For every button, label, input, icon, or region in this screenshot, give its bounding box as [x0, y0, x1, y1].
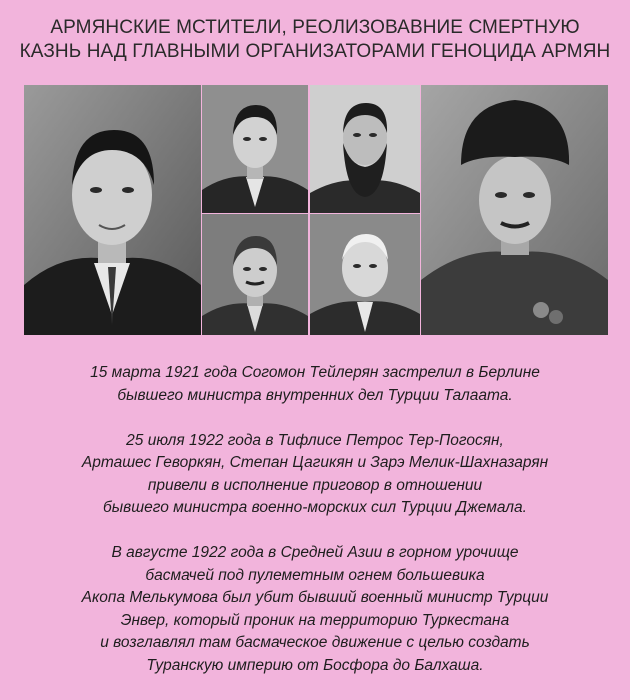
- portrait-photo-6: [421, 85, 608, 335]
- paragraph-2: [0, 430, 630, 520]
- text-line: басмачей под пулеметным огнем большевика: [145, 566, 485, 584]
- text-line: Энвер, который проник на территорию Туркестана: [120, 611, 510, 629]
- portrait-photo-3: [310, 85, 420, 213]
- article-body: [0, 362, 630, 700]
- text-line: Акопа Мелькумова был убит бывший военный министр Турции: [81, 589, 549, 606]
- portrait-photo-1: [24, 85, 201, 335]
- text-line: и возглавлял там басмаческое движение с целью создать: [100, 634, 530, 651]
- portrait-photo-2: [202, 85, 308, 213]
- text-line: 15 марта 1921 года Согомон Тейлерян застрелил в Берлине: [90, 364, 540, 381]
- paragraph-3: [0, 542, 630, 677]
- text-line: Туранскую империю от Босфора до Балхаша.: [146, 656, 484, 674]
- text-line: привели в исполнение приговор в отношении: [147, 476, 483, 494]
- portrait-photo-4: [202, 214, 308, 335]
- title-line-1: АРМЯНСКИЕ МСТИТЕЛИ, РЕОЛИЗОВАВНИЕ СМЕРТНУЮ: [50, 17, 580, 38]
- text-line: бывшего министра внутренних дел Турции Талаата.: [117, 386, 513, 404]
- page-title: [0, 16, 630, 64]
- text-line: бывшего министра военно-морских сил Турции Джемала.: [103, 499, 527, 516]
- text-line: Арташес Геворкян, Степан Цагикян и Зарэ Мелик-Шахназарян: [81, 454, 549, 471]
- text-line: В августе 1922 года в Средней Азии в горном урочище: [111, 544, 519, 561]
- paragraph-1: [0, 362, 630, 407]
- title-line-2: КАЗНЬ НАД ГЛАВНЫМИ ОРГАНИЗАТОРАМИ ГЕНОЦИДА АРМЯН: [19, 41, 611, 62]
- text-line: 25 июля 1922 года в Тифлисе Петрос Тер-Погосян,: [126, 431, 504, 449]
- portrait-photo-5: [310, 214, 420, 335]
